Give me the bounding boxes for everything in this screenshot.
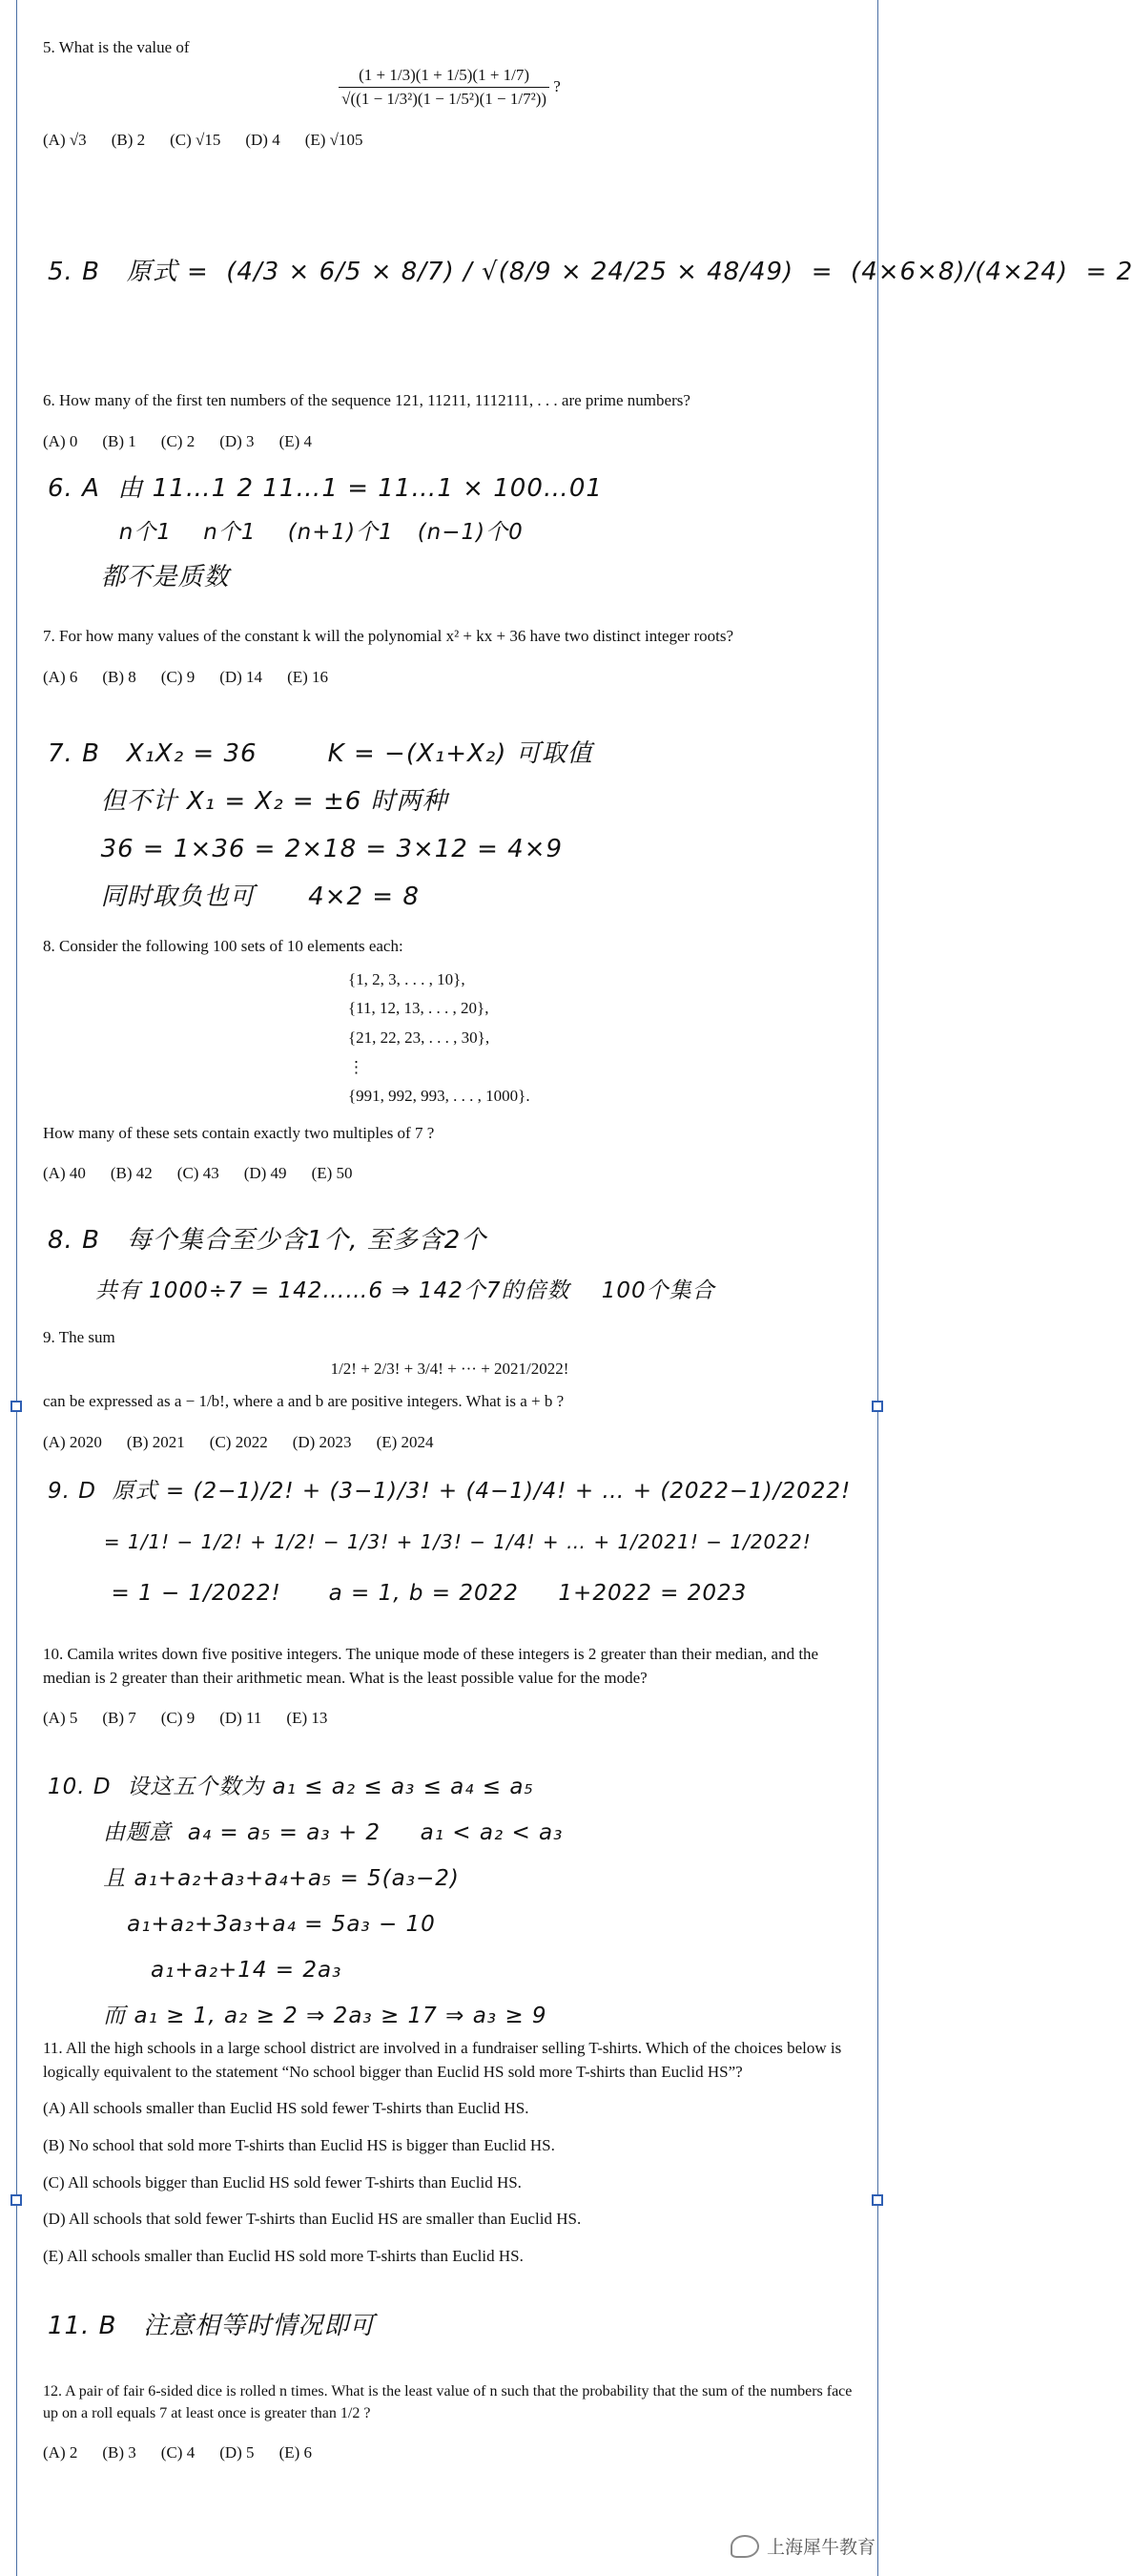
question-12-options xyxy=(43,2441,856,2465)
option[interactable]: (E) √105 xyxy=(304,130,363,149)
handwriting-q9-line3: = 1 − 1/2022! a = 1, b = 2022 1+2022 = 2023 xyxy=(48,1581,748,1606)
question-9 xyxy=(43,1326,856,1455)
question-12-stem: 12. A pair of fair 6-sided dice is rolled n times. What is the least value of n such that the probability that the sum of the numbers face up on a roll equals 7 at least once is greater than 1/2 ? xyxy=(43,2383,853,2422)
question-6-options xyxy=(43,430,856,454)
handwriting-q10-line4: a₁+a₂+3a₃+a₄ = 5a₃ − 10 xyxy=(48,1912,436,1937)
option[interactable]: (D) 11 xyxy=(219,1709,262,1728)
option[interactable]: (B) No school that sold more T-shirts than Euclid HS is bigger than Euclid HS. xyxy=(43,2135,555,2154)
question-11-options xyxy=(43,2097,856,2268)
question-5-denominator: √((1 − 1/3²)(1 − 1/5²)(1 − 1/7²)) xyxy=(341,90,547,109)
question-7-options xyxy=(43,666,856,690)
question-9-sum: 1/2! + 2/3! + 3/4! + ··· + 2021/2022! xyxy=(330,1359,569,1378)
frame-right-border xyxy=(877,0,878,2576)
set-item: {1, 2, 3, . . . , 10}, xyxy=(348,969,465,988)
option[interactable]: (A) 0 xyxy=(43,431,78,450)
option[interactable]: (E) 13 xyxy=(286,1709,328,1728)
question-10-stem: 10. Camila writes down five positive integers. The unique mode of these integers is 2 greater than their median, and the median is 2 greater than their arithmetic mean. What is the least possible value for the mode? xyxy=(43,1645,819,1687)
option[interactable]: (C) √15 xyxy=(170,130,221,149)
option[interactable]: (D) 14 xyxy=(219,667,263,686)
question-5 xyxy=(43,36,856,153)
question-11-stem: 11. All the high schools in a large school district are involved in a fundraiser selling T-shirts. Which of the choices below is logically equivalent to the statement “No school bigger than Euclid HS sold more T-shirts than Euclid HS”? xyxy=(43,2039,842,2081)
question-8-stem: 8. Consider the following 100 sets of 10 elements each: xyxy=(43,937,403,955)
question-5-qmark: ? xyxy=(553,76,561,95)
question-5-stem: 5. What is the value of xyxy=(43,38,190,56)
handwriting-q7-line3: 36 = 1×36 = 2×18 = 3×12 = 4×9 xyxy=(48,835,564,863)
option[interactable]: (E) 4 xyxy=(278,431,313,450)
handwriting-q6-line1: 6. A 由 11…1 2 11…1 = 11…1 × 100…01 xyxy=(48,474,603,503)
option[interactable]: (A) 40 xyxy=(43,1164,86,1183)
option[interactable]: (D) 49 xyxy=(243,1164,287,1183)
handwriting-q10-line6: 而 a₁ ≥ 1, a₂ ≥ 2 ⇒ 2a₃ ≥ 17 ⇒ a₃ ≥ 9 xyxy=(48,2004,547,2028)
option[interactable]: (B) 3 xyxy=(102,2443,136,2462)
question-5-options xyxy=(43,129,856,153)
handwriting-q11: 11. B 注意相等时情况即可 xyxy=(48,2312,376,2340)
wechat-icon xyxy=(731,2535,759,2558)
option[interactable]: (E) All schools smaller than Euclid HS sold more T-shirts than Euclid HS. xyxy=(43,2246,524,2265)
question-12 xyxy=(43,2380,856,2465)
question-11 xyxy=(43,2037,856,2281)
handwriting-q5: 5. B 原式 = (4/3 × 6/5 × 8/7) / √(8/9 × 24/25 × 48/49) = (4×6×8)/(4×24) = 2 xyxy=(48,258,1133,286)
option[interactable]: (D) All schools that sold fewer T-shirts than Euclid HS are smaller than Euclid HS. xyxy=(43,2210,582,2229)
option[interactable]: (D) 2023 xyxy=(292,1432,352,1451)
option[interactable]: (A) 2020 xyxy=(43,1432,102,1451)
question-8-question: How many of these sets contain exactly two multiples of 7 ? xyxy=(43,1123,435,1142)
option[interactable]: (C) 2 xyxy=(160,431,196,450)
option[interactable]: (E) 6 xyxy=(278,2443,313,2462)
option[interactable]: (D) 3 xyxy=(219,431,255,450)
option[interactable]: (B) 7 xyxy=(102,1709,136,1728)
handwriting-q10-line2: 由题意 a₄ = a₅ = a₃ + 2 a₁ < a₂ < a₃ xyxy=(48,1820,564,1845)
option[interactable]: (C) 43 xyxy=(176,1164,219,1183)
question-9-stem: 9. The sum xyxy=(43,1328,115,1346)
option[interactable]: (C) 2022 xyxy=(209,1432,268,1451)
question-5-expression xyxy=(43,64,856,112)
handwriting-q10-line5: a₁+a₂+14 = 2a₃ xyxy=(48,1958,342,1983)
question-6-stem: 6. How many of the first ten numbers of the sequence 121, 11211, 1112111, . . . are prime numbers? xyxy=(43,391,690,409)
frame-left-border xyxy=(16,0,17,2576)
handwriting-q6-line2: n个1 n个1 (n+1)个1 (n−1)个0 xyxy=(48,520,524,545)
option[interactable]: (B) 8 xyxy=(102,667,136,686)
handwriting-q7-line4: 同时取负也可 4×2 = 8 xyxy=(48,883,420,911)
question-6 xyxy=(43,389,856,453)
option[interactable]: (C) 9 xyxy=(160,1709,196,1728)
handwriting-q9-line2: = 1/1! − 1/2! + 1/2! − 1/3! + 1/3! − 1/4! + … + 1/2021! − 1/2022! xyxy=(48,1530,812,1553)
question-5-numerator: (1 + 1/3)(1 + 1/5)(1 + 1/7) xyxy=(339,64,549,89)
option[interactable]: (E) 16 xyxy=(287,667,329,686)
option[interactable]: (C) 4 xyxy=(160,2443,196,2462)
watermark-text: 上海犀牛教育 xyxy=(766,2537,876,2558)
option[interactable]: (C) All schools bigger than Euclid HS sold fewer T-shirts than Euclid HS. xyxy=(43,2172,522,2192)
question-8 xyxy=(43,935,856,1186)
resize-handle-right-top[interactable] xyxy=(872,1401,883,1412)
option[interactable]: (E) 2024 xyxy=(376,1432,434,1451)
resize-handle-right-bottom[interactable] xyxy=(872,2194,883,2206)
question-8-options xyxy=(43,1162,856,1186)
handwriting-q10-line3: 且 a₁+a₂+a₃+a₄+a₅ = 5(a₃−2) xyxy=(48,1866,460,1891)
option[interactable]: (A) All schools smaller than Euclid HS sold fewer T-shirts than Euclid HS. xyxy=(43,2099,529,2118)
question-10-options xyxy=(43,1707,856,1731)
question-7 xyxy=(43,625,856,689)
option[interactable]: (A) 2 xyxy=(43,2443,78,2462)
set-item: {11, 12, 13, . . . , 20}, xyxy=(348,999,489,1018)
set-item: {21, 22, 23, . . . , 30}, xyxy=(348,1028,490,1047)
question-8-sets xyxy=(348,968,856,1109)
question-9-options xyxy=(43,1431,856,1455)
resize-handle-left-bottom[interactable] xyxy=(10,2194,22,2206)
handwriting-q6-line3: 都不是质数 xyxy=(48,563,230,592)
option[interactable]: (A) √3 xyxy=(43,130,87,149)
handwriting-q7-line1: 7. B X₁X₂ = 36 K = −(X₁+X₂) 可取值 xyxy=(48,739,593,768)
option[interactable]: (E) 50 xyxy=(311,1164,353,1183)
option[interactable]: (D) 5 xyxy=(219,2443,255,2462)
option[interactable]: (C) 9 xyxy=(160,667,196,686)
handwriting-q7-line2: 但不计 X₁ = X₂ = ±6 时两种 xyxy=(48,787,448,816)
resize-handle-left-top[interactable] xyxy=(10,1401,22,1412)
handwriting-q8-line1: 8. B 每个集合至少含1个, 至多含2个 xyxy=(48,1226,487,1255)
watermark xyxy=(731,2533,876,2559)
option[interactable]: (B) 1 xyxy=(102,431,136,450)
question-7-stem: 7. For how many values of the constant k will the polynomial x² + kx + 36 have two distinct integer roots? xyxy=(43,627,733,645)
question-5-fraction xyxy=(339,64,549,112)
option[interactable]: (D) 4 xyxy=(245,130,280,149)
option[interactable]: (B) 2 xyxy=(111,130,146,149)
option[interactable]: (B) 42 xyxy=(110,1164,153,1183)
option[interactable]: (A) 5 xyxy=(43,1709,78,1728)
set-item: {991, 992, 993, . . . , 1000}. xyxy=(348,1087,530,1106)
question-10 xyxy=(43,1643,856,1731)
option[interactable]: (A) 6 xyxy=(43,667,78,686)
handwriting-q8-line2: 共有 1000÷7 = 142……6 ⇒ 142个7的倍数 100个集合 xyxy=(48,1278,715,1303)
handwriting-q9-line1: 9. D 原式 = (2−1)/2! + (3−1)/3! + (4−1)/4! + … + (2022−1)/2022! xyxy=(48,1479,852,1504)
question-9-stem2: can be expressed as a − 1/b!, where a and b are positive integers. What is a + b ? xyxy=(43,1392,565,1411)
option[interactable]: (B) 2021 xyxy=(126,1432,185,1451)
handwriting-q10-line1: 10. D 设这五个数为 a₁ ≤ a₂ ≤ a₃ ≤ a₄ ≤ a₅ xyxy=(48,1775,534,1799)
set-item: ⋮ xyxy=(348,1057,364,1076)
